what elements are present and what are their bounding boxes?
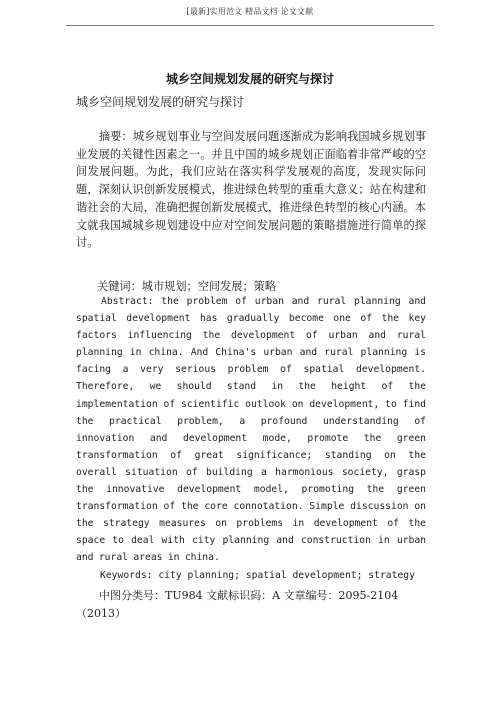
article-title: 城乡空间规划发展的研究与探讨 bbox=[165, 72, 334, 86]
abstract-english: Abstract: the problem of urban and rural planning and spatial development has gradually become one of the key factors influencing the development of urban and rural planning in china. And China's urban and rural planning is facing a very serious problem of spatial development. Therefore, we should stand in the height of the implementation of scientific outlook on development, to find the practical problem, a profound understanding of innovation and development mode, promote the green transformation of great significance; standing on the overall situation of building a harmonious society, grasp the innovative development model, promoting the green transformation of the core connotation. Simple discussion on the strategy measures on problems in development of the space to deal with city planning and construction in urban and rural areas in china. bbox=[76, 296, 426, 564]
header-text: [最新]实用范文 精品文档 论文文献 bbox=[186, 7, 314, 16]
article-subtitle: 城乡空间规划发展的研究与探讨 bbox=[76, 95, 245, 109]
header-divider bbox=[66, 25, 434, 26]
keywords-chinese: 关键词：城市规划；空间发展；策略 bbox=[97, 280, 277, 293]
classification-info: 中图分类号：TU984 文献标识码：A 文章编号：2095-2104（2013） bbox=[76, 589, 399, 620]
page-header bbox=[0, 0, 500, 46]
abstract-chinese: 摘要：城乡规划事业与空间发展问题逐渐成为影响我国城乡规划事业发展的关键性因素之一。并且中国的城乡规划正面临着非常严峻的空间发展问题。为此，我们应站在落实科学发展观的高度，发现实际问题，深刻认识创新发展模式，推进绿色转型的重重大意义；站在构建和谐社会的大局，准确把握创新发展模式，推进绿色转型的核心内涵。本文就我国城城乡规划建设中应对空间发展问题的策略措施进行简单的探讨。 bbox=[76, 130, 426, 250]
keywords-english: Keywords: city planning; spatial development; strategy bbox=[100, 570, 415, 581]
